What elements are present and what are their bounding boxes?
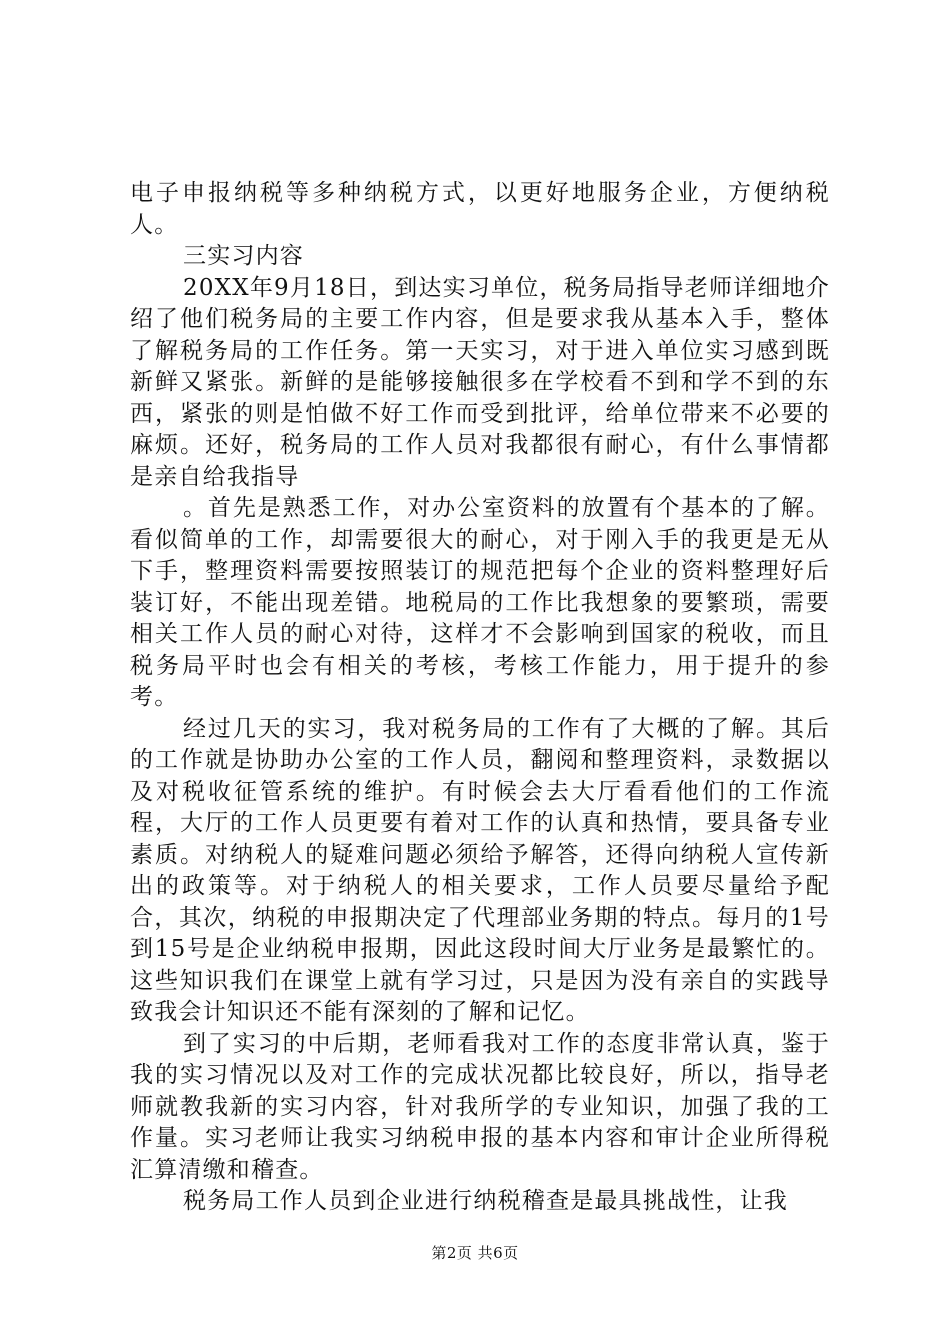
paragraph-tax-inspection: 税务局工作人员到企业进行纳税稽查是最具挑战性，让我: [183, 1188, 788, 1214]
paragraph-assist-office: 经过几天的实习，我对税务局的工作有了大概的了解。其后的工作就是协助办公室的工作人员，翻阅和整理资料，录数据以及对税收征管系统的维护。有时候会去大厅看看他们的工作流程，大厅的工作人员更要有着对工作的认真和热情，要具备专业素质。对纳税人的疑难问题必须给予解答，还得向纳税人宣传新出的政策等。对于纳税人的相关要求，工作人员要尽量给予配合，其次，纳税的申报期决定了代理部业务期的特点。每月的1号到15号是企业纳税申报期，因此这段时间大厅业务是最繁忙的。这些知识我们在课堂上就有学习过，只是因为没有亲自的实践导致我会计知识还不能有深刻的了解和记忆。: [130, 715, 830, 1025]
paragraph-mid-late-period: 到了实习的中后期，老师看我对工作的态度非常认真，鉴于我的实习情况以及对工作的完成状况都比较良好，所以，指导老师就教我新的实习内容，针对我所学的专业知识，加强了我的工作量。实习老师让我实习纳税申报的基本内容和审计企业所得税汇算清缴和稽查。: [130, 1030, 830, 1183]
paragraph-familiarize-work: 。首先是熟悉工作，对办公室资料的放置有个基本的了解。看似简单的工作，却需要很大的耐心，对于刚入手的我更是无从下手，整理资料需要按照装订的规范把每个企业的资料整理好后装订好，不能出现差错。地税局的工作比我想象的要繁琐，需要相关工作人员的耐心对待，这样才不会影响到国家的税收，而且税务局平时也会有相关的考核，考核工作能力，用于提升的参考。: [130, 495, 830, 710]
paragraph-continuation: 电子申报纳税等多种纳税方式，以更好地服务企业，方便纳税人。: [130, 180, 830, 238]
page-footer: 第2页 共6页: [431, 1244, 519, 1262]
paragraph-internship-start: 20XX年9月18日，到达实习单位，税务局指导老师详细地介绍了他们税务局的主要工作内容，但是要求我从基本入手，整体了解税务局的工作任务。第一天实习，对于进入单位实习感到既新鲜又紧张。新鲜的是能够接触很多在学校看不到和学不到的东西，紧张的则是怕做不好工作而受到批评，给单位带来不必要的麻烦。还好，税务局的工作人员对我都很有耐心，有什么事情都是亲自给我指导: [130, 274, 830, 490]
document-body: [130, 178, 830, 1218]
section-heading: 三实习内容: [183, 243, 304, 269]
